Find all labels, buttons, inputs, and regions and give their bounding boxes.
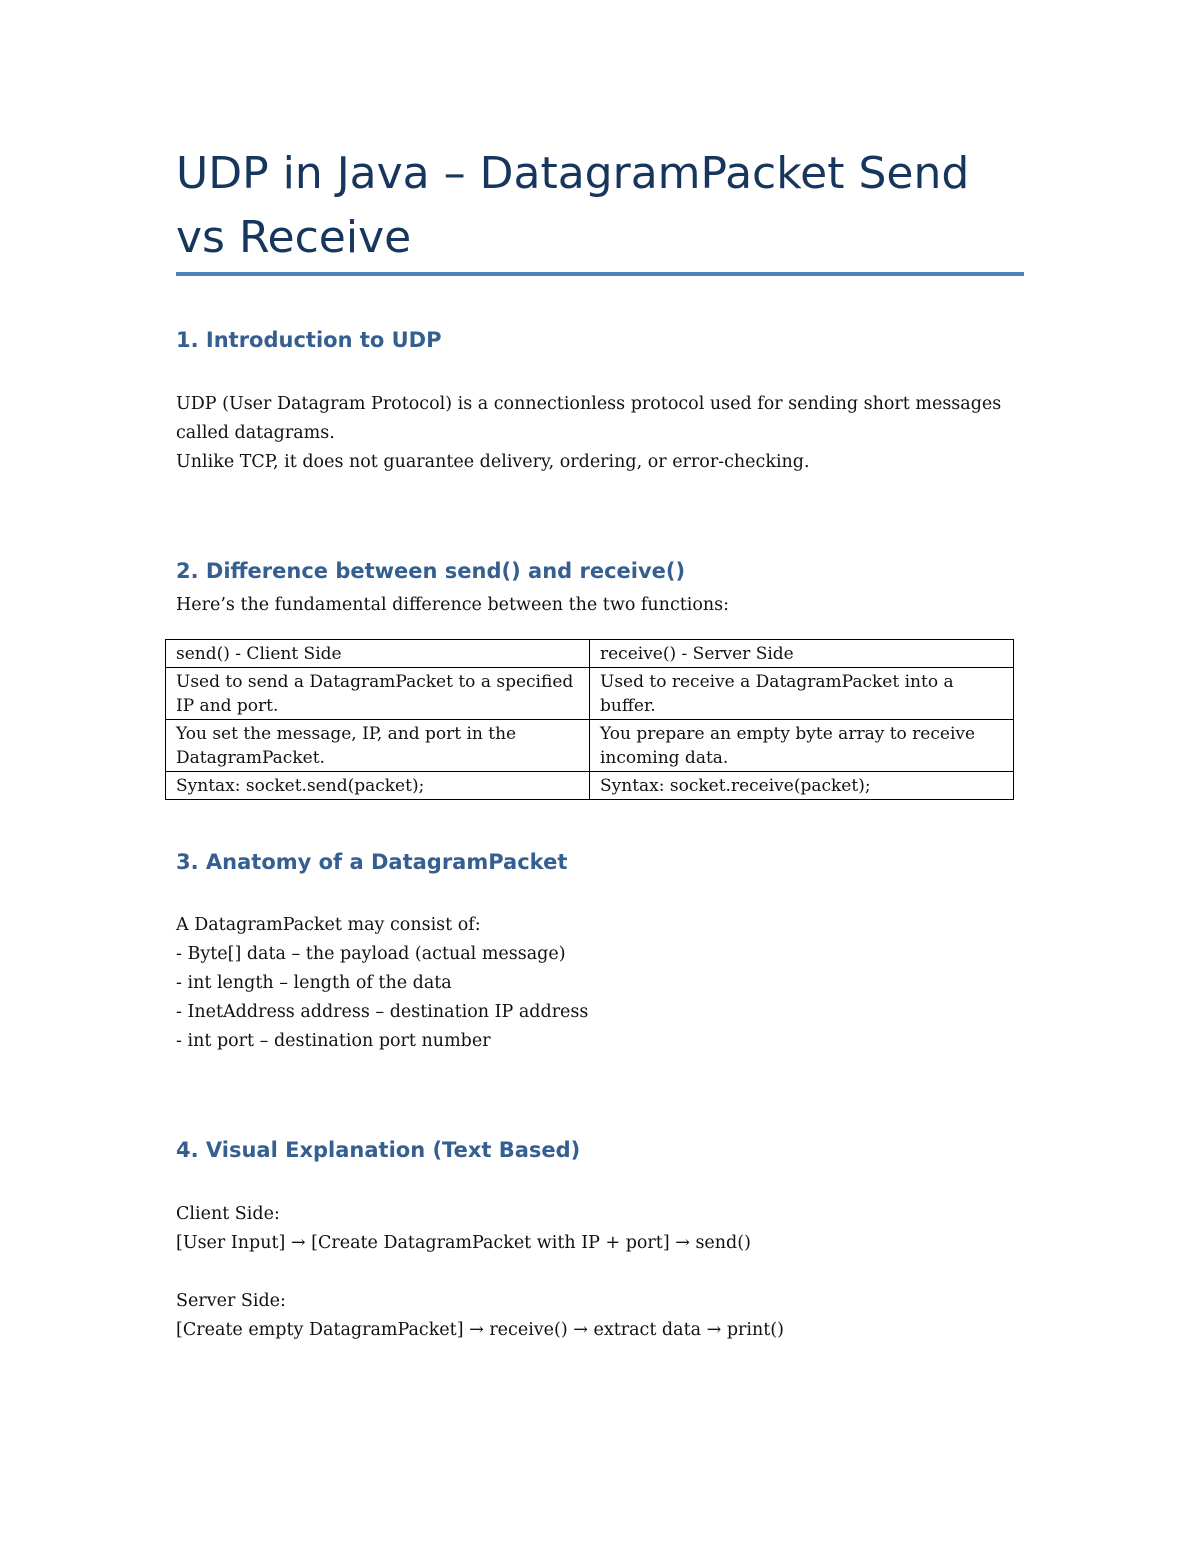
anatomy-list — [176, 911, 1036, 1056]
anatomy-line: - int port – destination port number — [176, 1031, 491, 1051]
client-side-label: Client Side: — [176, 1204, 280, 1224]
table-row — [166, 668, 1014, 720]
table-cell: Used to send a DatagramPacket to a specified IP and port. — [166, 668, 590, 720]
client-side-flow: [User Input] → [Create DatagramPacket with IP + port] → send() — [176, 1233, 751, 1253]
difference-intro-text: Here’s the fundamental difference between the two functions: — [176, 595, 730, 615]
server-side-label: Server Side: — [176, 1291, 286, 1311]
table-row — [166, 772, 1014, 800]
section-heading-visual: 4. Visual Explanation (Text Based) — [176, 1138, 581, 1162]
anatomy-line: - Byte[] data – the payload (actual message) — [176, 944, 566, 964]
difference-intro — [176, 591, 1036, 620]
title-underline — [176, 272, 1024, 276]
server-side-block — [176, 1287, 1036, 1345]
section-heading-introduction: 1. Introduction to UDP — [176, 328, 442, 352]
send-receive-table — [165, 639, 1014, 800]
table-row — [166, 640, 1014, 668]
section-heading-difference: 2. Difference between send() and receive() — [176, 559, 686, 583]
anatomy-line: A DatagramPacket may consist of: — [176, 915, 481, 935]
table-cell: Syntax: socket.receive(packet); — [590, 772, 1014, 800]
anatomy-line: - int length – length of the data — [176, 973, 452, 993]
section-heading-anatomy: 3. Anatomy of a DatagramPacket — [176, 850, 568, 874]
table-row — [166, 720, 1014, 772]
server-side-flow: [Create empty DatagramPacket] → receive() → extract data → print() — [176, 1320, 784, 1340]
introduction-paragraph — [176, 390, 1036, 477]
table-cell: Syntax: socket.send(packet); — [166, 772, 590, 800]
table-cell: receive() - Server Side — [590, 640, 1014, 668]
client-side-block — [176, 1200, 1036, 1258]
introduction-line: called datagrams. — [176, 423, 335, 443]
page-title: UDP in Java – DatagramPacket Send vs Receive — [176, 148, 970, 263]
table-cell: Used to receive a DatagramPacket into a buffer. — [590, 668, 1014, 720]
table-cell: You prepare an empty byte array to receive incoming data. — [590, 720, 1014, 772]
introduction-line: UDP (User Datagram Protocol) is a connectionless protocol used for sending short messages — [176, 394, 1002, 414]
introduction-line: Unlike TCP, it does not guarantee delivery, ordering, or error-checking. — [176, 452, 810, 472]
anatomy-line: - InetAddress address – destination IP address — [176, 1002, 589, 1022]
table-cell: send() - Client Side — [166, 640, 590, 668]
table-cell: You set the message, IP, and port in the DatagramPacket. — [166, 720, 590, 772]
